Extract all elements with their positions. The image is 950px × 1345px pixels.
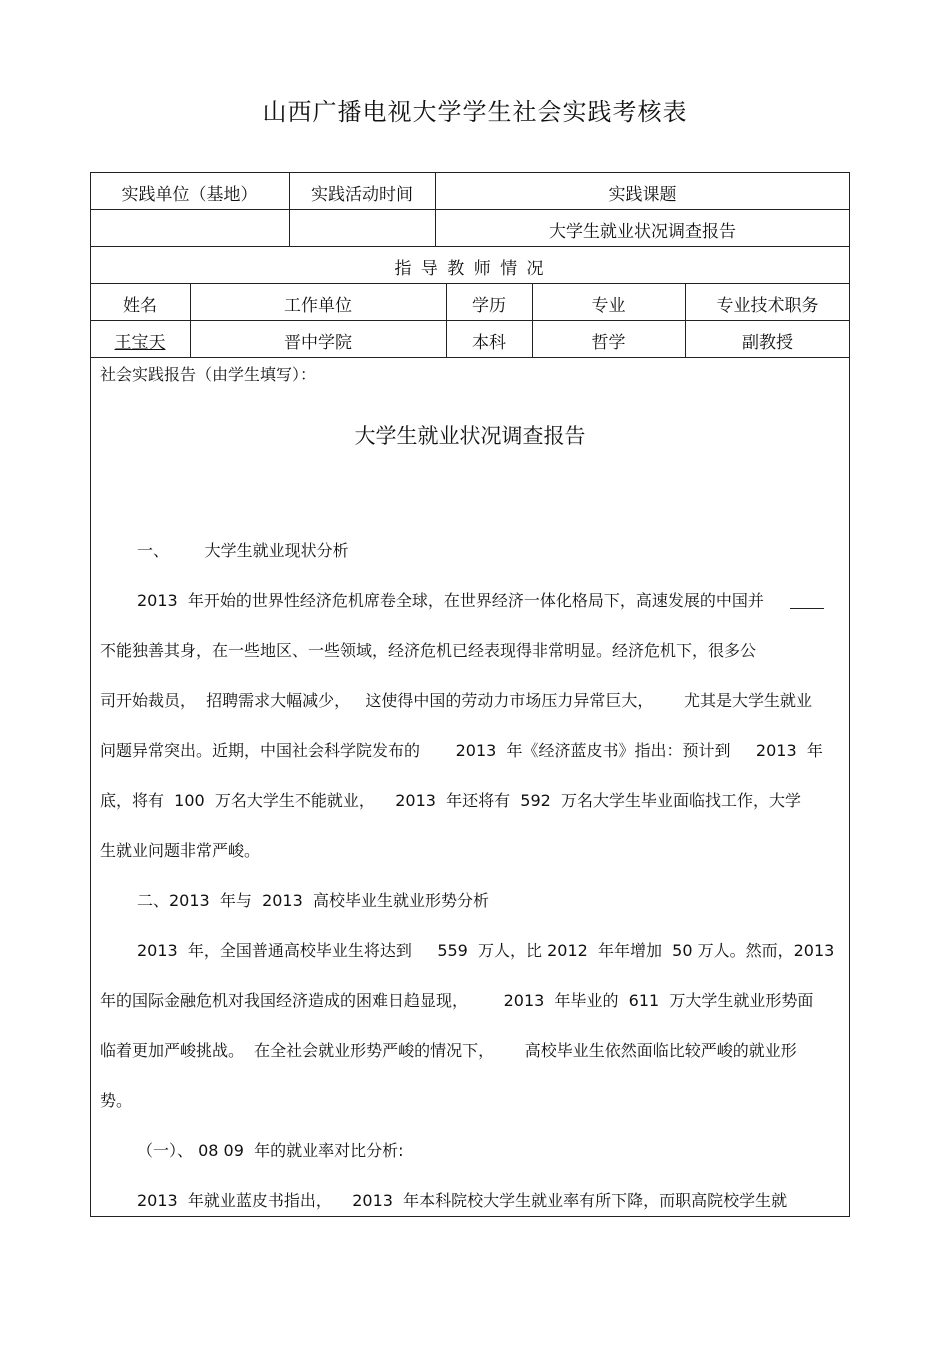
col-education: 学历 (472, 296, 506, 316)
supervisor-major: 哲学 (591, 333, 626, 353)
paragraph-line: 势。 (100, 1091, 133, 1110)
paragraph-line: 底，将有 100 万名大学生不能就业， 2013 年还将有 592 万名大学生毕业面临找工作，大学 (100, 791, 802, 810)
header-unit: 实践单位（基地） (121, 185, 258, 205)
report-label: 社会实践报告（由学生填写）： (100, 365, 317, 384)
paragraph-line: 问题异常突出。近期，中国社会科学院发布的 2013 年《经济蓝皮书》指出：预计到 2013 年 (100, 741, 823, 760)
paragraph-line: 2013 年就业蓝皮书指出， 2013 年本科院校大学生就业率有所下降，而职高院校学生就 (137, 1191, 788, 1210)
subsection-heading: （一）、 08 09 年的就业率对比分析: (137, 1141, 404, 1160)
rule-row2 (90, 246, 850, 247)
header-topic: 实践课题 (608, 185, 677, 205)
col-major: 专业 (591, 296, 626, 316)
supervisor-education: 本科 (472, 333, 506, 353)
document-title: 山西广播电视大学学生社会实践考核表 (262, 98, 688, 126)
section-heading-1: 一、 大学生就业现状分析 (137, 541, 349, 560)
paragraph-line: 2013 年，全国普通高校毕业生将达到 559 万人，比 2012 年年增加 50 万人。然而，2013 (137, 941, 835, 960)
rule-row1 (90, 209, 850, 210)
topic-value: 大学生就业状况调查报告 (549, 222, 736, 242)
paragraph-line: 司开始裁员， 招聘需求大幅减少， 这使得中国的劳动力市场压力异常巨大， 尤其是大学生就业 (100, 691, 812, 710)
supervisor-section-title: 指 导 教 师 情 况 (394, 259, 546, 279)
supervisor-workplace: 晋中学院 (284, 333, 352, 353)
paragraph-line: 生就业问题非常严峻。 (100, 841, 261, 860)
rule-row5 (90, 357, 850, 358)
header-time: 实践活动时间 (311, 185, 413, 205)
rule-row3 (90, 283, 850, 284)
rule-row4 (90, 320, 850, 321)
col-workplace: 工作单位 (284, 296, 352, 316)
paragraph-line: 2013 年开始的世界性经济危机席卷全球，在世界经济一体化格局下，高速发展的中国并 (137, 591, 764, 610)
underline-blank (790, 594, 824, 609)
report-title: 大学生就业状况调查报告 (354, 424, 586, 448)
section-heading-2: 二、2013 年与 2013 高校毕业生就业形势分析 (137, 891, 489, 910)
paragraph-line: 临着更加严峻挑战。 在全社会就业形势严峻的情况下， 高校毕业生依然面临比较严峻的就业形 (100, 1041, 797, 1060)
col-name: 姓名 (123, 296, 157, 316)
supervisor-name: 王宝天 (114, 333, 166, 353)
paragraph-line: 年的国际金融危机对我国经济造成的困难日趋显现， 2013 年毕业的 611 万大学生就业形势面 (100, 991, 814, 1010)
supervisor-title: 副教授 (742, 333, 793, 353)
col-title: 专业技术职务 (716, 296, 819, 316)
paragraph-line: 不能独善其身，在一些地区、一些领域，经济危机已经表现得非常明显。经济危机下，很多公 (100, 641, 757, 660)
